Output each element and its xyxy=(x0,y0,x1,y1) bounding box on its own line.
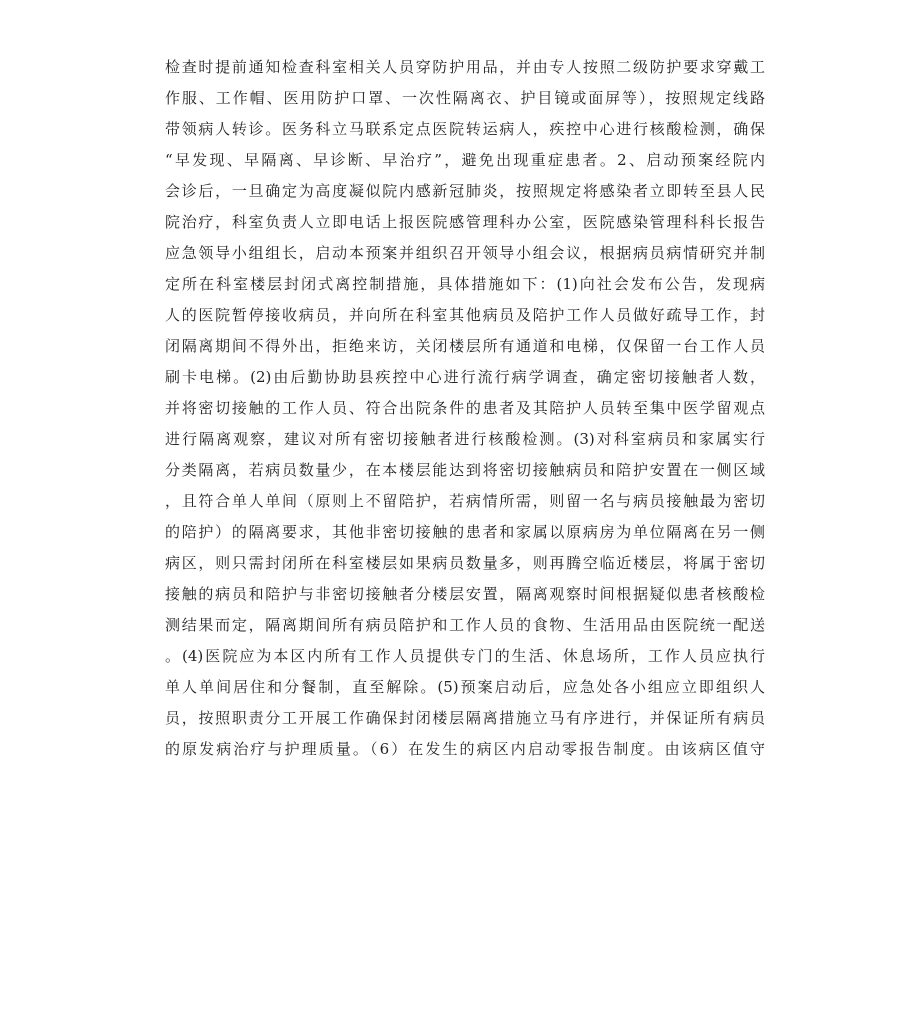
text-line: 病区，则只需封闭所在科室楼层如果病员数量多，则再腾空临近楼层，将属于密切 xyxy=(165,554,765,572)
text-line: 的陪护）的隔离要求，其他非密切接触的患者和家属以原病房为单位隔离在另一侧 xyxy=(165,523,765,541)
text-line: “早发现、早隔离、早诊断、早治疗”，避免出现重症患者。2、启动预案经院内 xyxy=(165,151,765,169)
text-line: 单人单间居住和分餐制，直至解除。(5)预案启动后，应急处各小组应立即组织人 xyxy=(165,678,765,696)
text-line: 院治疗，科室负责人立即电话上报医院感管理科办公室，医院感染管理科科长报告 xyxy=(165,213,765,231)
text-line: 的原发病治疗与护理质量。（6）在发生的病区内启动零报告制度。由该病区值守 xyxy=(165,740,765,758)
text-line: 测结果而定，隔离期间所有病员陪护和工作人员的食物、生活用品由医院统一配送 xyxy=(165,616,765,634)
text-line: 作服、工作帽、医用防护口罩、一次性隔离衣、护目镜或面屏等），按照规定线路 xyxy=(165,89,765,107)
text-line: 接触的病员和陪护与非密切接触者分楼层安置，隔离观察时间根据疑似患者核酸检 xyxy=(165,585,765,603)
text-line: 定所在科室楼层封闭式离控制措施，具体措施如下：(1)向社会发布公告，发现病 xyxy=(165,275,765,293)
text-line: 进行隔离观察，建议对所有密切接触者进行核酸检测。(3)对科室病员和家属实行 xyxy=(165,430,765,448)
text-line: 闭隔离期间不得外出，拒绝来访，关闭楼层所有通道和电梯，仅保留一台工作人员 xyxy=(165,337,765,355)
text-line: 并将密切接触的工作人员、符合出院条件的患者及其陪护人员转至集中医学留观点 xyxy=(165,399,765,417)
body-text xyxy=(165,52,765,765)
text-line: 人的医院暂停接收病员，并向所在科室其他病员及陪护工作人员做好疏导工作，封 xyxy=(165,306,765,324)
text-line: 员，按照职责分工开展工作确保封闭楼层隔离措施立马有序进行，并保证所有病员 xyxy=(165,709,765,727)
text-line: 应急领导小组组长，启动本预案并组织召开领导小组会议，根据病员病情研究并制 xyxy=(165,244,765,262)
text-line: 检查时提前通知检查科室相关人员穿防护用品，并由专人按照二级防护要求穿戴工 xyxy=(165,58,765,76)
text-line: 刷卡电梯。(2)由后勤协助县疾控中心进行流行病学调查，确定密切接触者人数， xyxy=(165,368,765,386)
text-line: 带领病人转诊。医务科立马联系定点医院转运病人，疾控中心进行核酸检测，确保 xyxy=(165,120,765,138)
text-line: 会诊后，一旦确定为高度凝似院内感新冠肺炎，按照规定将感染者立即转至县人民 xyxy=(165,182,765,200)
text-line: 分类隔离，若病员数量少，在本楼层能达到将密切接触病员和陪护安置在一侧区域 xyxy=(165,461,765,479)
text-line: ，且符合单人单间（原则上不留陪护，若病情所需，则留一名与病员接触最为密切 xyxy=(165,492,765,510)
text-line: 。(4)医院应为本区内所有工作人员提供专门的生活、休息场所，工作人员应执行 xyxy=(165,647,765,665)
